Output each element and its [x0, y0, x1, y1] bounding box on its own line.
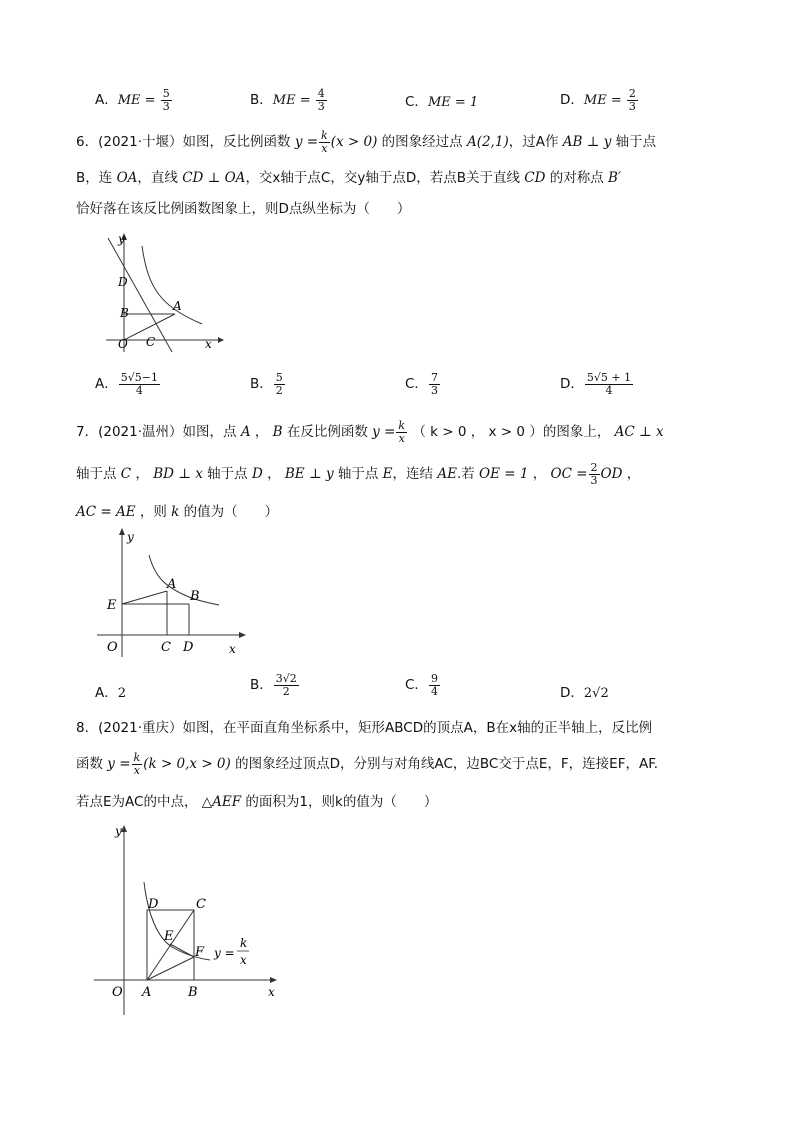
q6-option-b: B． $\frac{5}{2}$	[250, 371, 283, 397]
q6-fig-x: x	[205, 337, 212, 351]
q8-line-3: 若点E为AC的中点， △AEF 的面积为1，则k的值为（ ）	[76, 794, 438, 810]
q8-fig-ylabel: y =	[214, 946, 235, 960]
q6-fig-o: O	[118, 337, 128, 351]
q6-fig-b: B	[120, 306, 129, 320]
q7-option-c: C． $\frac{9}{4}$	[405, 672, 438, 698]
q8-fig-o: O	[112, 985, 123, 1000]
q5-option-c: C．ME = 1	[405, 94, 479, 110]
q6-line-2: B，连 OA，直线 CD ⊥ OA，交x轴于点C，交y轴于点D，若点B关于直线 CD 的对称点 B′	[76, 170, 622, 186]
q7-fig-b: B	[190, 589, 200, 604]
q8-fig-d: D	[148, 897, 159, 912]
q7-fig-y: y	[127, 530, 134, 544]
q8-figure	[92, 820, 282, 1020]
q7-fig-o: O	[107, 640, 118, 655]
q7-line-1: 7．(2021·温州）如图，点 A ， B 在反比例函数 y = $\frac{k}{x}$ （ k > 0 ， x > 0 ）的图象上， AC ⊥ x	[76, 419, 664, 445]
q6-option-c: C． $\frac{7}{3}$	[405, 371, 438, 397]
q8-fig-y: y	[115, 824, 122, 838]
q6-fig-c: C	[146, 335, 156, 349]
q7-fig-e: E	[107, 598, 117, 613]
q6-option-d: D． $\frac{5√5 + 1}{4}$	[560, 371, 632, 397]
q7-line-3: AC = AE ，则 k 的值为（ ）	[76, 504, 279, 520]
q6-fig-y: y	[118, 232, 125, 246]
q8-fig-b: B	[188, 985, 198, 1000]
q8-fig-x: x	[268, 985, 275, 999]
q5-option-d: D．ME = $\frac{2}{3}$	[560, 87, 636, 113]
q8-line-2: 函数 y = $\frac{k}{x}$ (k > 0,x > 0) 的图象经过顶点D，分别与对角线AC，边BC交于点E，F，连接EF，AF.	[76, 751, 659, 777]
q6-figure	[100, 228, 225, 353]
q7-option-d: D．2√2	[560, 685, 609, 701]
q6-option-a: A． $\frac{5√5-1}{4}$	[95, 371, 158, 397]
q7-figure	[95, 525, 250, 660]
q6-line-3: 恰好落在该反比例函数图象上，则D点纵坐标为（ ）	[76, 201, 411, 217]
q8-fig-kden: x	[240, 953, 247, 967]
q7-fig-a: A	[167, 577, 177, 592]
q6-line-1: 6．(2021·十堰）如图，反比例函数 y = $\frac{k}{x}$ (x > 0) 的图象经过点 A(2,1)，过A作 AB ⊥ y 轴于点	[76, 129, 657, 155]
q7-option-a: A．2	[95, 685, 127, 701]
q6-fig-d: D	[118, 275, 128, 289]
q8-fig-knum: k	[240, 936, 248, 950]
q5-option-a: A．ME = $\frac{5}{3}$	[95, 87, 170, 113]
q8-fig-e: E	[164, 929, 174, 944]
q8-fig-f: F	[195, 945, 205, 960]
q8-fig-a: A	[142, 985, 152, 1000]
q8-fig-c: C	[196, 897, 206, 912]
q6-fig-a: A	[173, 299, 182, 313]
q7-fig-x: x	[229, 642, 236, 656]
q7-fig-c: C	[161, 640, 171, 655]
q7-option-b: B． $\frac{3√2}{2}$	[250, 672, 297, 698]
q7-fig-d: D	[183, 640, 194, 655]
q8-line-1: 8．(2021·重庆）如图，在平面直角坐标系中，矩形ABCD的顶点A，B在x轴的正半轴上，反比例	[76, 720, 653, 736]
q5-option-b: B．ME = $\frac{4}{3}$	[250, 87, 325, 113]
q7-line-2: 轴于点 C ， BD ⊥ x 轴于点 D ， BE ⊥ y 轴于点 E，连结 AE.若 OE = 1 ， OC = $\frac{2}{3}$ OD ，	[76, 461, 641, 487]
